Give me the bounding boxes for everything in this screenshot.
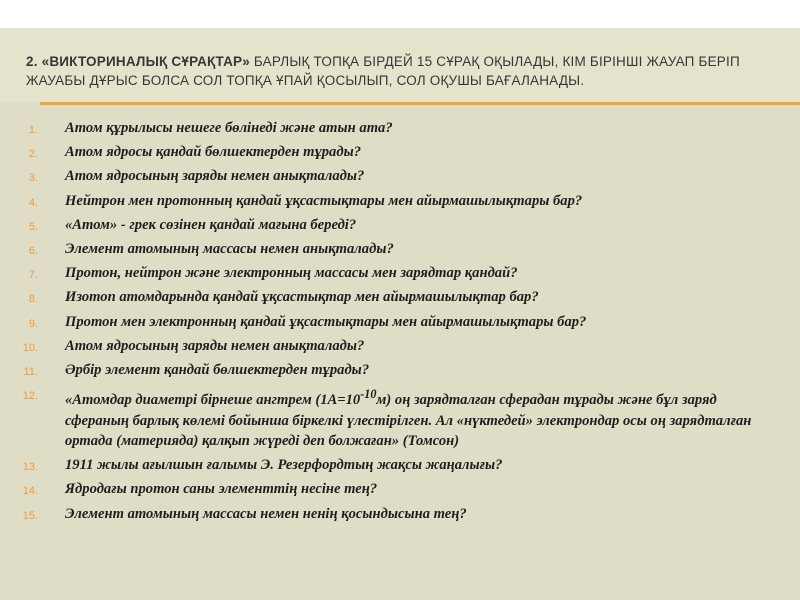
slide-title-bold: 2. «ВИКТОРИНАЛЫҚ СҰРАҚТАР» xyxy=(26,54,250,69)
question-item-1 xyxy=(0,118,800,139)
top-band xyxy=(0,0,800,28)
question-text: Элемент атомының массасы немен анықталады? xyxy=(65,240,394,257)
question-number: 9. xyxy=(28,317,38,330)
question-item-9 xyxy=(0,312,800,333)
question-text: Ядродағы протон саны элементтің несіне тең? xyxy=(65,481,378,498)
question-text-part: м) оң зарядталған сферадан тұрады және бұл заряд сфераның барлық көлемі бойынша біркелкі үлестірілген. Ал «нүктедей» электрондар осы оң зарядталған ортада (материяда) қалқып жүреді деп болжаған» (Томсон) xyxy=(65,391,752,450)
question-text: Элемент атомының массасы немен ненің қосындысына тең? xyxy=(65,505,467,522)
questions-list xyxy=(0,118,800,528)
question-number: 6. xyxy=(28,244,38,257)
question-item-5 xyxy=(0,215,800,236)
slide-title-rest: БАРЛЫҚ ТОПҚА БІРДЕЙ 15 СҰРАҚ ОҚЫЛАДЫ, КІМ БІРІНШІ ЖАУАП БЕРІП ЖАУАБЫ ДҰРЫС БОЛСА СОЛ ТОПҚА ҰПАЙ ҚОСЫЛЫП, СОЛ ОҚУШЫ БАҒАЛАНАДЫ. xyxy=(26,54,740,88)
question-item-13 xyxy=(0,455,800,476)
question-item-7 xyxy=(0,263,800,284)
question-number: 13. xyxy=(22,461,38,474)
exponent: -10 xyxy=(360,387,377,402)
question-item-6 xyxy=(0,239,800,260)
question-number: 10. xyxy=(22,341,38,354)
question-text: Атом ядросының заряды немен анықталады? xyxy=(65,168,365,185)
slide-title xyxy=(26,52,781,90)
question-item-12 xyxy=(0,384,800,452)
question-number: 1. xyxy=(28,124,38,136)
question-item-4 xyxy=(0,191,800,212)
question-number: 8. xyxy=(28,293,38,306)
question-text: Нейтрон мен протонның қандай ұқсастықтары мен айырмашылықтары бар? xyxy=(65,192,583,209)
question-number: 2. xyxy=(28,148,38,161)
title-underline xyxy=(40,102,800,105)
question-number: 12. xyxy=(22,390,38,403)
question-text: Протон мен электронның қандай ұқсастықтары мен айырмашылықтары бар? xyxy=(65,313,587,330)
question-text-part: «Атомдар диаметрі бірнеше ангтрем (1А=10 xyxy=(65,391,361,408)
question-item-8 xyxy=(0,287,800,308)
question-text: Атом ядросы қандай бөлшектерден тұрады? xyxy=(65,144,362,161)
question-item-11 xyxy=(0,360,800,381)
question-number: 4. xyxy=(28,196,38,209)
question-number: 11. xyxy=(23,365,38,378)
question-number: 14. xyxy=(22,485,38,498)
question-item-3 xyxy=(0,166,800,187)
question-number: 3. xyxy=(28,172,38,185)
question-text: Изотоп атомдарында қандай ұқсастықтар мен айырмашылықтар бар? xyxy=(65,289,539,306)
question-text: 1911 жылы ағылшын ғалымы Э. Резерфордтың жақсы жаңалығы? xyxy=(65,457,503,474)
question-item-14 xyxy=(0,479,800,500)
question-item-15 xyxy=(0,504,800,525)
question-text: Атом құрылысы нешеге бөлінеді және атын ата? xyxy=(65,120,393,136)
question-text xyxy=(65,384,780,452)
question-text: Атом ядросының заряды немен анықталады? xyxy=(65,337,365,354)
question-item-2 xyxy=(0,142,800,163)
question-text: Протон, нейтрон және электронның массасы мен зарядтар қандай? xyxy=(65,265,518,282)
question-number: 15. xyxy=(22,509,38,522)
question-item-10 xyxy=(0,336,800,357)
question-text: Әрбір элемент қандай бөлшектерден тұрады? xyxy=(65,361,370,378)
question-text: «Атом» - грек сөзінен қандай мағына береді? xyxy=(65,216,357,233)
question-number: 7. xyxy=(28,269,38,282)
question-number: 5. xyxy=(28,220,38,233)
